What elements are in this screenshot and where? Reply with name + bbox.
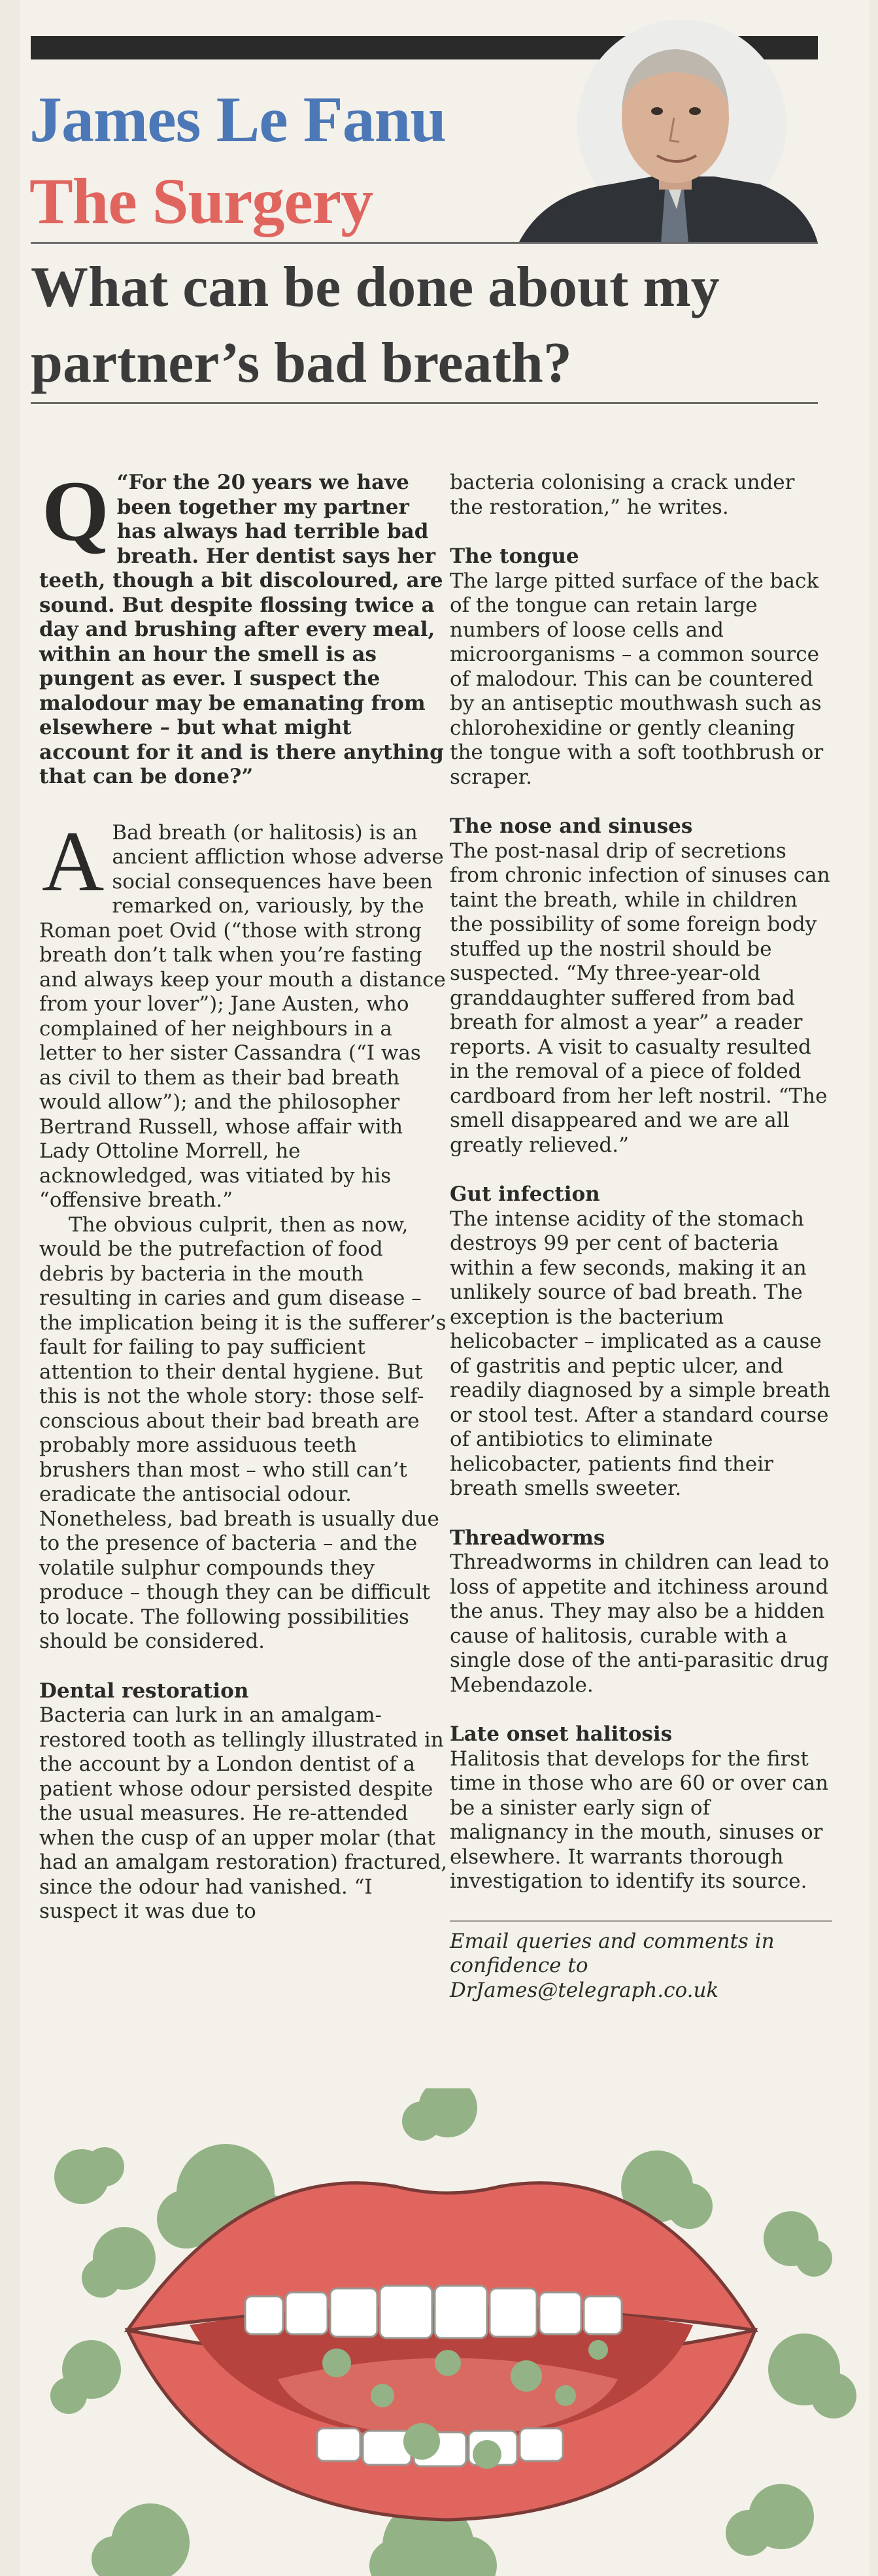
section-late-onset-text: Halitosis that develops for the first time in those who are 60 or over can be a sinister early sign of malignancy in the mouth, sinuses or elsewhere. It warrants thorough investigation to identify its source. <box>450 1747 829 1893</box>
subheading-nose: The nose and sinuses <box>450 814 693 838</box>
header-rule <box>31 242 818 244</box>
subheading-dental: Dental restoration <box>39 1679 249 1703</box>
lower-teeth <box>317 2428 563 2466</box>
question-text: “For the 20 years we have been together my partner has always had terrible bad breath. Her dentist says her teeth, though a bit discoloured, are sound. But despite flossing twice a day and brushing after every meal, within an hour the smell is as pungent as ever. I suspect the malodour may be emanating from elsewhere – but what might account for it and is there anything that can be done?” <box>39 471 444 788</box>
section-dental-text: Bacteria can lurk in an amalgam-restored tooth as tellingly illustrated in the account by a London dentist of a patient whose odour persisted despite the usual measures. He re-attended when the cusp of an upper molar (that had an amalgam restoration) fractured, since the odour had vanished. “I suspect it was due to <box>39 1703 448 1923</box>
subheading-threadworms: Threadworms <box>450 1526 605 1550</box>
section-threadworms-text: Threadworms in children can lead to loss of appetite and itchiness around the anus. They may also be a hidden cause of halitosis, curable with a single dose of the anti-parasitic drug Mebendazole. <box>450 1550 830 1697</box>
answer-paragraph-1: Bad breath (or halitosis) is an ancient affliction whose adverse social consequences have been remarked on, variously, by the Roman poet Ovid (“those with strong breath don’t talk when you’re fasting and always keep your mouth a distance from your lover”); Jane Austen, who complained of her neighbours in a letter to her sister Cassandra (“I was as civil to them as their bad breath would allow”); and the philosopher Bertrand Russell, whose affair with Lady Ottoline Morrell, he acknowledged, was vitiated by his “offensive breath.” <box>39 820 446 1212</box>
headline-rule <box>31 402 818 404</box>
section-nose-text: The post-nasal drip of secretions from chronic infection of sinuses can taint the breath, while in children the possibility of some foreign body stuffed up the nostril should be suspected. “My three-year-old granddaughter suffered from bad breath for almost a year” a reader reports. A visit to casualty resulted in the removal of a piece of folded cardboard from her left nostril. “The smell disappeared and we are all greatly relieved.” <box>450 839 830 1157</box>
article-column-right <box>450 471 832 2003</box>
author-portrait <box>505 13 818 243</box>
subheading-gut: Gut infection <box>450 1182 600 1206</box>
article-column-left <box>39 463 448 1924</box>
answer-initial: A <box>42 812 105 909</box>
section-dental-continuation: bacteria colonising a crack under the restoration,” he writes. <box>450 471 795 519</box>
headline: What can be done about my partner’s bad breath? <box>31 256 720 395</box>
section-gut-text: The intense acidity of the stomach destroys 99 per cent of bacteria within a few seconds, making it an unlikely source of bad breath. The exception is the bacterium helicobacter – implicated as a cause of gastritis and peptic ulcer, and readily diagnosed by a simple breath or stool test. After a standard course of antibiotics to eliminate helicobacter, patients find their breath smells sweeter. <box>450 1207 830 1500</box>
author-name: James Le Fanu <box>29 83 446 156</box>
answer-intro <box>39 812 448 1213</box>
column-title: The Surgery <box>29 165 373 237</box>
subheading-tongue: The tongue <box>450 544 579 568</box>
reader-question <box>39 463 448 790</box>
mouth-illustration <box>29 2088 866 2576</box>
subheading-late-onset: Late onset halitosis <box>450 1722 673 1746</box>
question-initial: Q <box>42 463 109 559</box>
section-tongue-text: The large pitted surface of the back of the tongue can retain large numbers of loose cells and microorganisms – a common source of malodour. This can be countered by an antiseptic mouthwash such as chlorohexidine or gently cleaning the tongue with a soft toothbrush or scraper. <box>450 569 824 789</box>
email-note: Email queries and comments in confidence to DrJames@telegraph.co.uk <box>450 1920 832 2003</box>
answer-paragraph-2: The obvious culprit, then as now, would be the putrefaction of food debris by bacteria in the mouth resulting in caries and gum disease – the implication being it is the sufferer’s fault for failing to pay sufficient attention to their dental hygiene. But this is not the whole story: those self-conscious about their bad breath are probably more assiduous teeth brushers than most – who still can’t eradicate the antisocial odour. Nonetheless, bad breath is usually due to the presence of bacteria – and the volatile sulphur compounds they produce – though they can be difficult to locate. The following possibilities should be considered. <box>39 1213 447 1653</box>
